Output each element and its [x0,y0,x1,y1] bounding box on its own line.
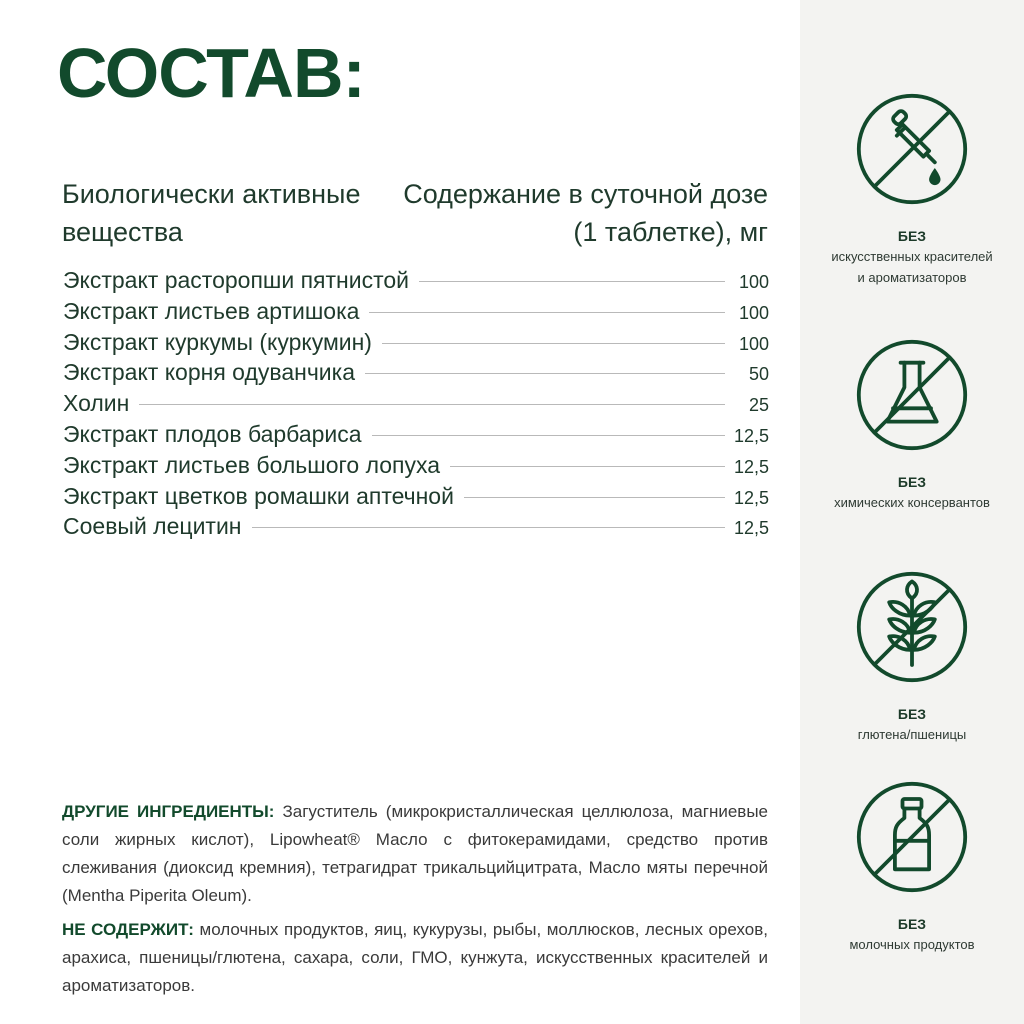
ingredient-value: 25 [748,395,769,416]
ingredient-name: Экстракт листьев артишока [63,297,360,324]
badge-title: БЕЗ [897,916,927,932]
leader-line [419,281,725,282]
ingredient-value: 12,5 [733,456,769,477]
badge-no-dairy [800,780,1024,955]
ingredient-row [63,329,769,360]
badge-text: химических консервантов [834,495,990,510]
milk-bottle-icon [855,780,969,894]
ingredient-value: 100 [738,272,769,292]
free-from-sidebar [800,0,1024,1024]
leader-line [464,497,725,498]
badge-title: БЕЗ [897,228,927,244]
ingredient-row [63,298,769,329]
leader-line [450,466,725,467]
flask-icon [855,338,969,452]
ingredient-name: Экстракт листьев большого лопуха [63,451,441,478]
ingredient-row [63,390,769,421]
ingredient-value: 50 [748,364,769,385]
ingredient-name: Экстракт корня одуванчика [63,359,356,386]
ingredient-name: Экстракт плодов барбариса [63,420,362,447]
dropper-icon [855,92,969,206]
ingredient-row [63,483,769,514]
wheat-icon [855,570,969,684]
leader-line [372,435,725,436]
badge-text: молочных продуктов [849,937,975,952]
ingredient-name: Экстракт цветков ромашки аптечной [63,482,454,509]
ingredient-row [63,513,769,544]
ingredient-name: Холин [63,390,130,417]
ingredient-value: 100 [738,333,769,354]
ingredients-list [63,267,769,544]
badge-no-dyes [800,92,1024,288]
page-title: СОСТАВ: [57,34,365,112]
badge-title: БЕЗ [897,706,927,722]
column-header-content: Содержание в суточной дозе (1 таблетке), мг [403,179,768,247]
other-ingredients-paragraph [62,798,768,910]
badge-no-gluten [800,570,1024,745]
leader-line [382,343,725,344]
not-contains-text: молочных продуктов, яиц, кукурузы, рыбы, моллюсков, лесных орехов, арахиса, пшеницы/глютена, сахара, соли, ГМО, кунжута, искусственных красителей и ароматизаторов. [62,920,768,995]
ingredient-name: Экстракт расторопши пятнистой [63,267,409,293]
leader-line [252,527,726,528]
ingredient-value: 12,5 [733,518,769,539]
badge-no-preservatives [800,338,1024,513]
ingredient-row [63,452,769,483]
ingredient-value: 100 [738,302,769,323]
leader-line [139,404,725,405]
ingredient-row [63,421,769,452]
leader-line [369,312,725,313]
not-contains-label: НЕ СОДЕРЖИТ: [62,920,194,939]
ingredient-name: Экстракт куркумы (куркумин) [63,328,372,355]
ingredient-name: Соевый лецитин [63,513,242,540]
ingredient-row [63,359,769,390]
ingredient-row [63,267,769,298]
badge-text: искусственных красителей и ароматизаторов [831,249,993,285]
other-ingredients-text: Загуститель (микрокристаллическая целлюлоза, магниевые соли жирных кислот), Lipowheat® Масло с фитокерамидами, средство против слеживания (диоксид кремния), тетрагидрат трикальцийцитрата, Масло мяты перечной (Mentha Piperita Oleum). [62,802,768,905]
ingredient-value: 12,5 [733,487,769,508]
leader-line [365,373,725,374]
other-ingredients-label: ДРУГИЕ ИНГРЕДИЕНТЫ: [62,802,275,821]
not-contains-paragraph [62,916,768,1000]
ingredient-value: 12,5 [733,425,769,446]
badge-title: БЕЗ [897,474,927,490]
column-header-substances: Биологически активные вещества [62,179,361,247]
badge-text: глютена/пшеницы [857,727,967,742]
